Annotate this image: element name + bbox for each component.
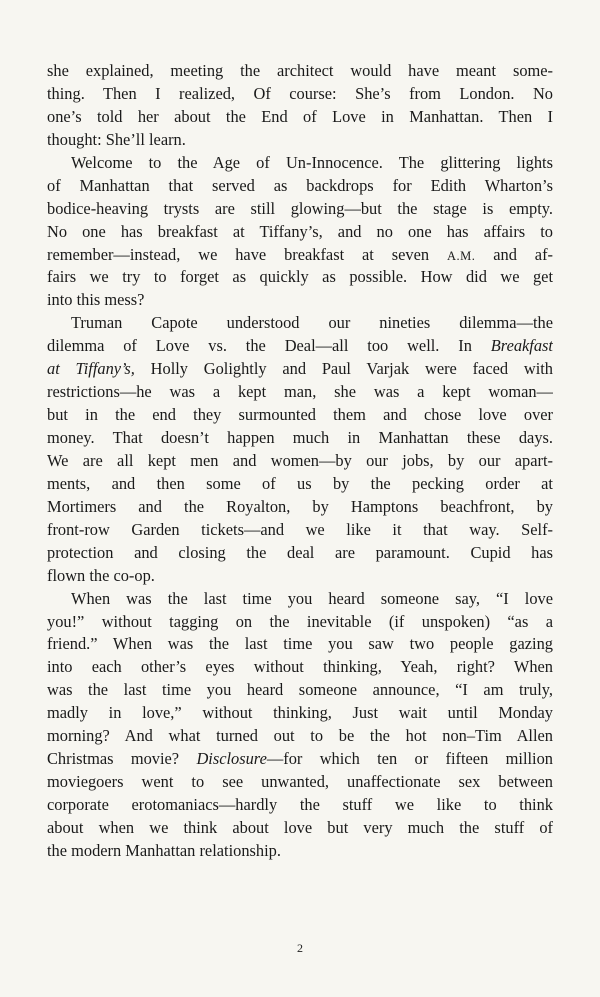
text-line: front-row Garden tickets—and we like it that way. Self- <box>47 519 553 539</box>
text-line: about when we think about love but very much the stuff of <box>47 817 553 837</box>
text-line: thing. Then I realized, Of course: She’s from London. No <box>47 83 553 103</box>
text-line: of Manhattan that served as backdrops for Edith Wharton’s <box>47 175 553 195</box>
text-line: money. That doesn’t happen much in Manhattan these days. <box>47 428 553 447</box>
text-line: No one has breakfast at Tiffany’s, and no one has affairs to <box>47 221 553 241</box>
body-text <box>47 60 553 863</box>
text-line: but in the end they surmounted them and chose love over <box>47 405 553 425</box>
text-line: protection and closing the deal are paramount. Cupid has <box>47 542 553 562</box>
text-run: remember—instead, we have breakfast at seven <box>47 244 447 264</box>
paragraph <box>47 588 553 863</box>
text-line: When was the last time you heard someone say, “I love <box>71 588 553 608</box>
text-line <box>47 358 553 381</box>
text-line: moviegoers went to see unwanted, unaffectionate sex between <box>47 772 553 792</box>
text-line: corporate erotomaniacs—hardly the stuff we like to think <box>47 795 553 814</box>
italic-title: Disclosure <box>196 749 267 769</box>
text-line <box>47 244 553 267</box>
paragraph <box>47 152 553 313</box>
text-line: you!” without tagging on the inevitable (if unspoken) “as a <box>47 611 553 631</box>
text-line: flown the co-op. <box>47 565 155 585</box>
text-run: Holly Golightly and Paul Varjak were faced with <box>134 359 553 379</box>
text-line: madly in love,” without thinking, Just wait until Monday <box>47 703 553 723</box>
small-caps-run: A.M. <box>446 248 476 263</box>
text-line: she explained, meeting the architect would have meant some- <box>47 61 553 80</box>
text-line: was the last time you heard someone announce, “I am truly, <box>47 680 553 700</box>
text-run: Christmas movie? <box>47 749 197 769</box>
text-run: —for which ten or fifteen million <box>266 749 553 769</box>
text-line: fairs we try to forget as quickly as possible. How did we get <box>47 267 553 287</box>
paragraph <box>47 60 553 152</box>
text-line <box>47 748 553 771</box>
text-line: bodice-heaving trysts are still glowing—but the stage is empty. <box>47 198 553 218</box>
text-line: Truman Capote understood our nineties dilemma—the <box>71 313 553 333</box>
text-line: the modern Manhattan relationship. <box>47 840 281 860</box>
text-line <box>47 335 553 358</box>
text-line: friend.” When was the last time you saw two people gazing <box>47 634 553 654</box>
page-number: 2 <box>297 941 303 955</box>
text-run: dilemma of Love vs. the Deal—all too well. In <box>47 336 491 356</box>
text-line: We are all kept men and women—by our jobs, by our apart- <box>47 450 553 470</box>
text-line: into each other’s eyes without thinking, Yeah, right? When <box>47 657 553 677</box>
paragraph <box>47 312 553 587</box>
italic-title: at Tiffany’s, <box>47 359 135 379</box>
text-line: Mortimers and the Royalton, by Hamptons beachfront, by <box>47 496 553 516</box>
text-run: and af- <box>475 244 553 264</box>
text-line: into this mess? <box>47 290 145 310</box>
text-line: restrictions—he was a kept man, she was a kept woman— <box>47 382 553 402</box>
italic-title: Breakfast <box>490 336 553 356</box>
text-line: thought: She’ll learn. <box>47 129 186 149</box>
text-line: Welcome to the Age of Un-Innocence. The glittering lights <box>71 152 553 172</box>
text-line: morning? And what turned out to be the hot non–Tim Allen <box>47 726 553 746</box>
text-line: one’s told her about the End of Love in Manhattan. Then I <box>47 106 553 126</box>
text-line: ments, and then some of us by the pecking order at <box>47 473 553 493</box>
